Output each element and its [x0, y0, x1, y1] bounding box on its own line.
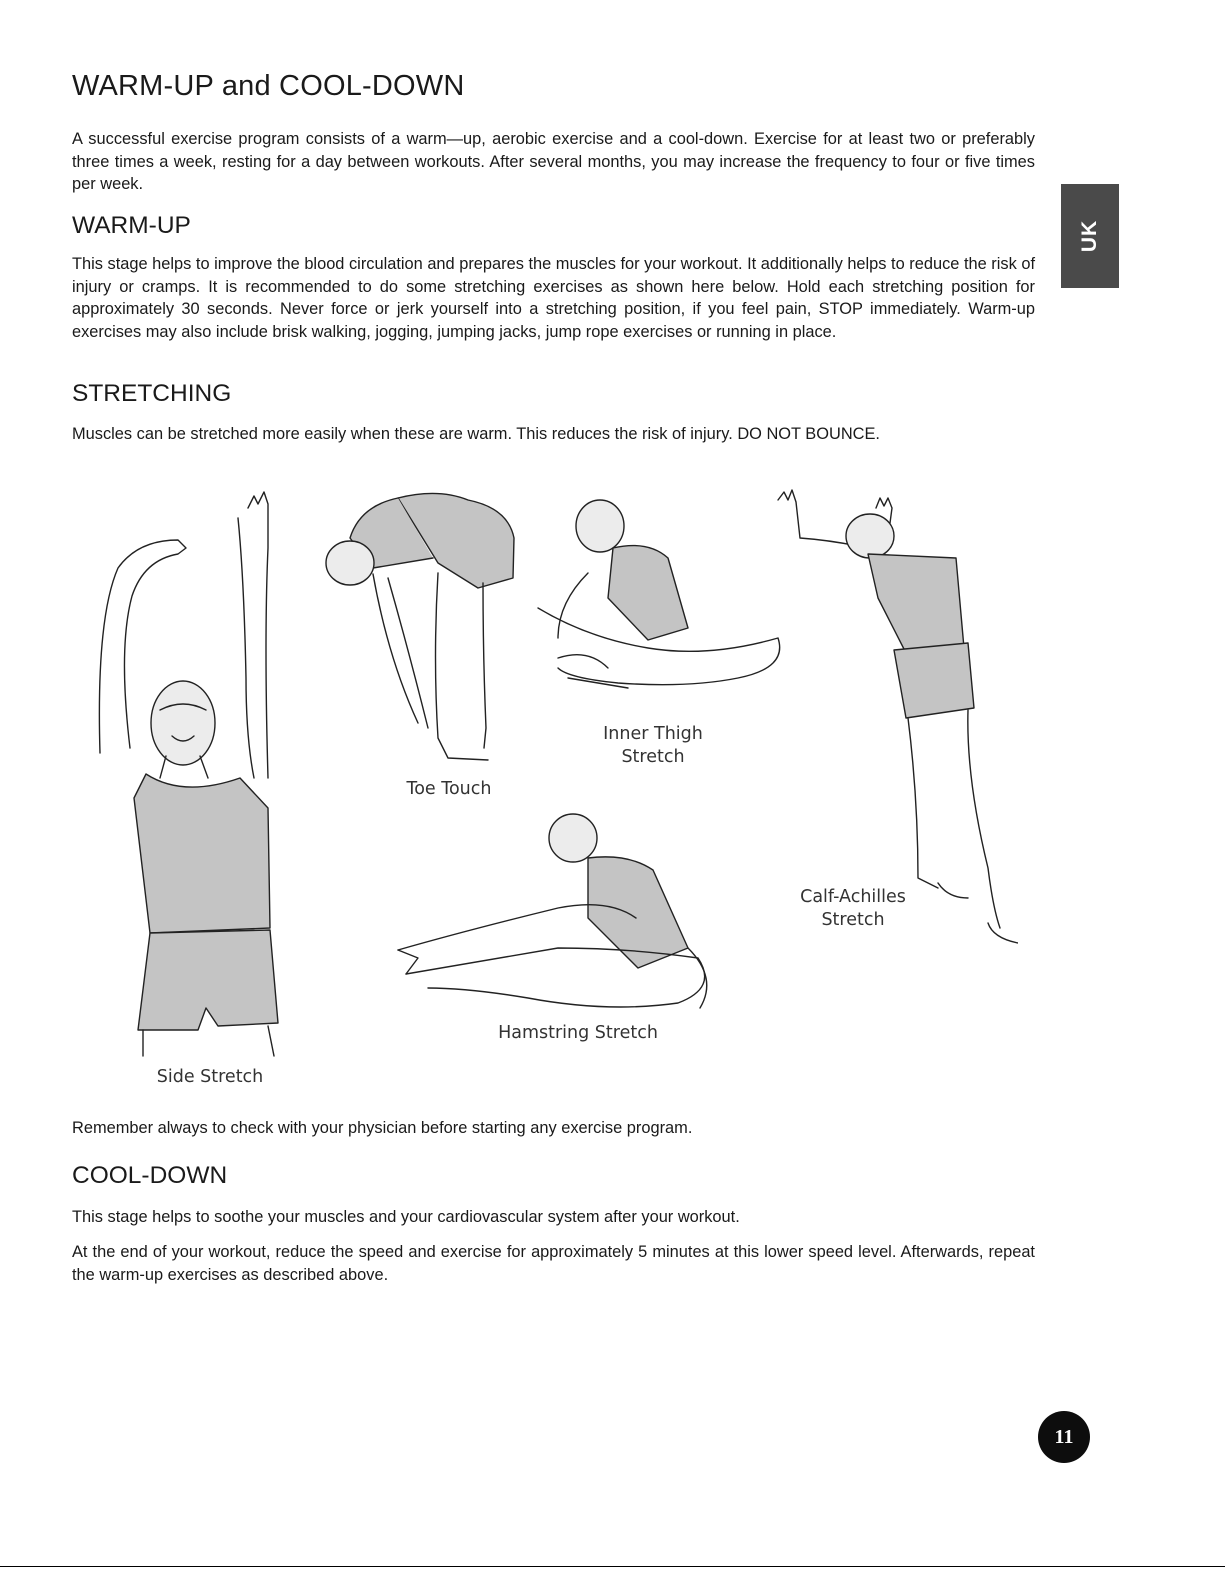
stretching-paragraph: Muscles can be stretched more easily when these are warm. This reduces the risk of injury. DO NOT BOUNCE.	[72, 425, 880, 443]
page-number: 11	[1054, 1425, 1074, 1448]
stretching-heading: STRETCHING	[72, 380, 232, 407]
intro-paragraph: A successful exercise program consists of a warm—up, aerobic exercise and a cool-down. Exercise for at least two or preferably three times a week, resting for a day between workouts. After several months, you may increase the frequency to four or five times per week.	[72, 130, 1035, 193]
cooldown-paragraph-2: At the end of your workout, reduce the speed and exercise for approximately 5 minutes at this lower speed level. Afterwards, repeat the warm-up exercises as described above.	[72, 1243, 1035, 1284]
stretch-figures-drawing	[88, 478, 1018, 1098]
calf-achilles-caption-line2: Stretch	[821, 910, 885, 930]
page-number-badge	[1038, 1411, 1090, 1463]
side-stretch-caption: Side Stretch	[156, 1067, 264, 1087]
inner-thigh-caption-line1: Inner Thigh	[603, 724, 703, 744]
warmup-heading: WARM-UP	[72, 212, 191, 239]
hamstring-caption: Hamstring Stretch	[498, 1023, 658, 1043]
inner-thigh-caption-line2: Stretch	[621, 747, 685, 767]
page-title: WARM-UP and COOL-DOWN	[72, 70, 465, 102]
cooldown-heading: COOL-DOWN	[72, 1162, 228, 1189]
language-tab	[1061, 184, 1119, 288]
calf-achilles-caption-line1: Calf-Achilles	[800, 887, 906, 907]
reminder-paragraph: Remember always to check with your physician before starting any exercise program.	[72, 1119, 693, 1137]
stretching-illustrations	[88, 478, 1018, 1098]
language-tab-label: UK	[1078, 219, 1101, 253]
toe-touch-caption: Toe Touch	[406, 779, 492, 799]
cooldown-paragraph-1: This stage helps to soothe your muscles and your cardiovascular system after your workout.	[72, 1208, 740, 1226]
bottom-divider	[0, 1566, 1225, 1567]
warmup-paragraph: This stage helps to improve the blood circulation and prepares the muscles for your workout. It additionally helps to reduce the risk of injury or cramps. It is recommended to do some stretching exercises as shown here below. Hold each stretching position for approximately 30 seconds. Never force or jerk yourself into a stretching position, if you feel pain, STOP immediately. Warm-up exercises may also include brisk walking, jogging, jumping jacks, jump rope exercises or running in place.	[72, 255, 1035, 341]
